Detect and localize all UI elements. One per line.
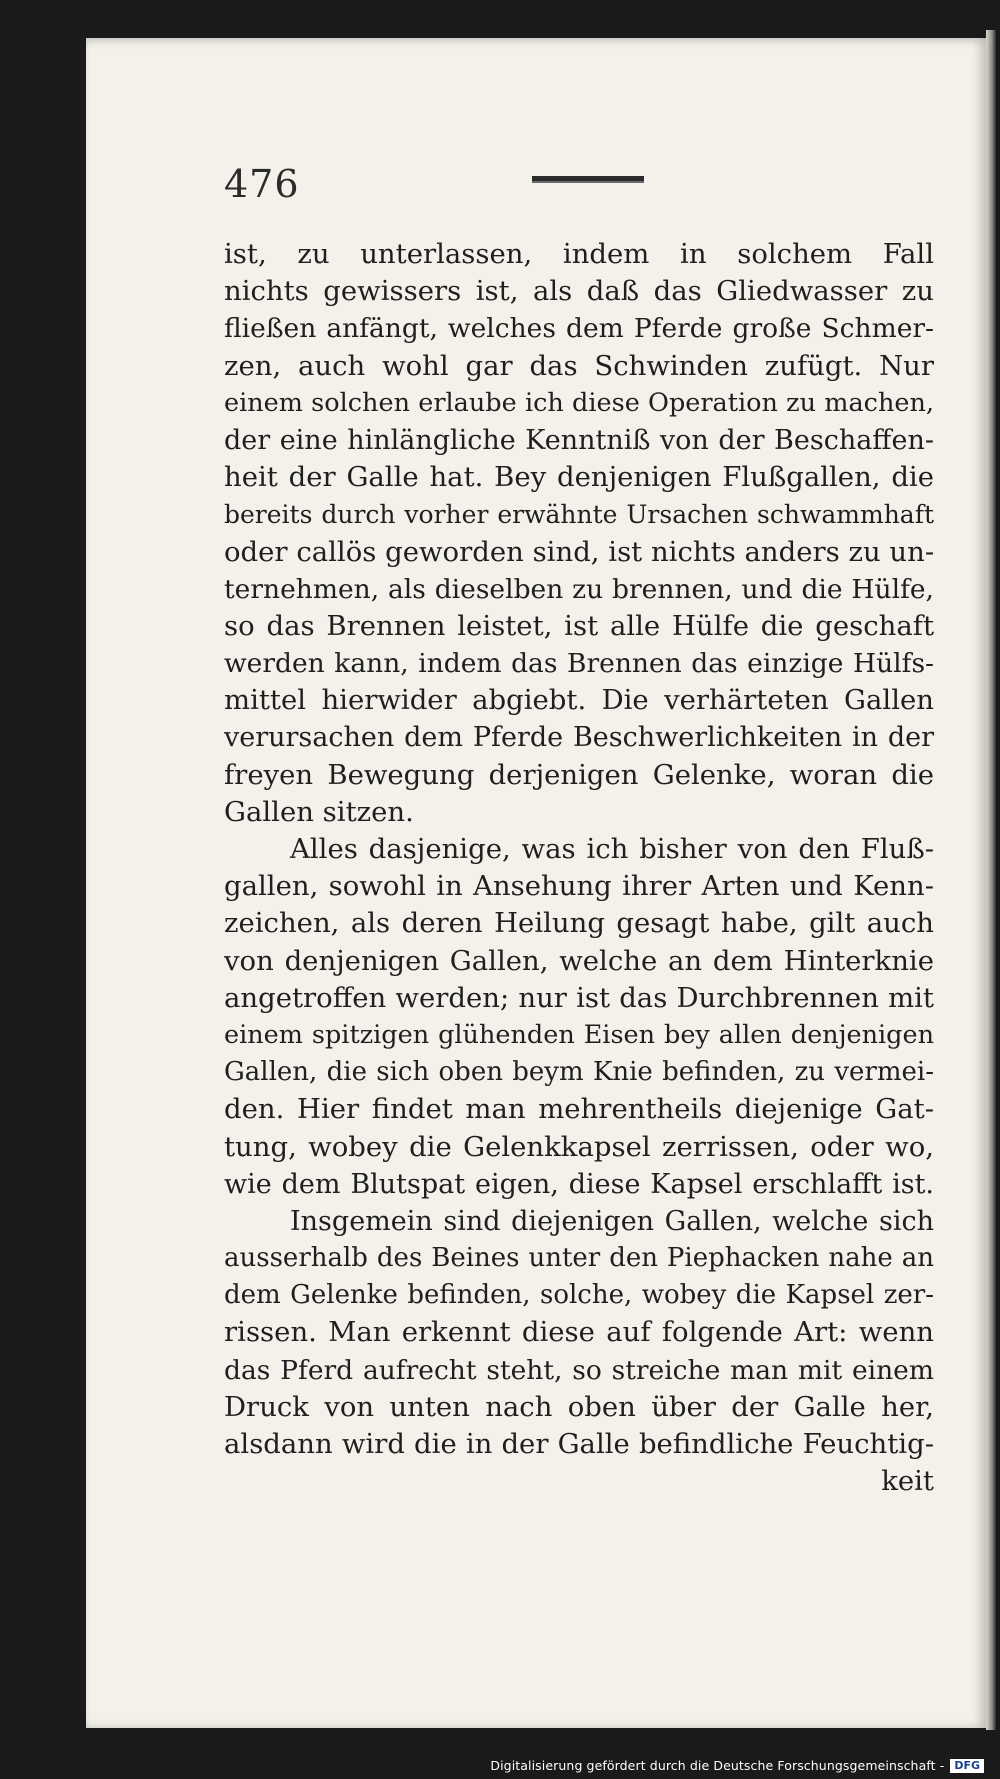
- text-line: fließen anfängt, welches dem Pferde große Schmer-: [224, 313, 934, 345]
- text-line: mittel hierwider abgiebt. Die verhärteten Gallen: [224, 684, 934, 717]
- text-line: rissen. Man erkennt diese auf folgende Art: wenn: [224, 1316, 934, 1349]
- page-text: [224, 236, 934, 1500]
- text-line: so das Brennen leistet, ist alle Hülfe die geschaft: [224, 609, 934, 642]
- page-edge: [986, 30, 996, 1730]
- text-line: Druck von unten nach oben über der Galle her,: [224, 1390, 934, 1423]
- text-line: Gallen sitzen.: [224, 795, 414, 828]
- text-line: ausserhalb des Beines unter den Piephacken nahe an: [224, 1243, 934, 1274]
- text-line: Alles dasjenige, was ich bisher von den Fluß-: [290, 833, 934, 865]
- text-line: gallen, sowohl in Ansehung ihrer Arten und Kenn-: [224, 870, 934, 903]
- text-line: das Pferd aufrecht steht, so streiche man mit einem: [224, 1354, 934, 1386]
- text-line: den. Hier findet man mehrentheils diejenige Gat-: [224, 1093, 934, 1126]
- text-line: von denjenigen Gallen, welche an dem Hinterknie: [224, 944, 934, 977]
- text-line: Gallen, die sich oben beym Knie befinden, zu vermei-: [224, 1057, 934, 1088]
- text-line: Insgemein sind diejenigen Gallen, welche sich: [290, 1205, 934, 1237]
- text-line: wie dem Blutspat eigen, diese Kapsel erschlafft ist.: [224, 1168, 934, 1200]
- footer-credit: Digitalisierung gefördert durch die Deutsche Forschungsgemeinschaft -: [490, 1758, 945, 1773]
- text-line: einem solchen erlaube ich diese Operation zu machen,: [224, 387, 934, 418]
- text-line: verursachen dem Pferde Beschwerlichkeiten in der: [224, 722, 934, 754]
- page-number: 476: [224, 162, 300, 206]
- text-line: heit der Galle hat. Bey denjenigen Flußgallen, die: [224, 461, 934, 494]
- text-line: tung, wobey die Gelenkkapsel zerrissen, oder wo,: [224, 1130, 934, 1163]
- header-rule: [532, 176, 644, 183]
- text-line: bereits durch vorher erwähnte Ursachen schwammhaft: [224, 500, 934, 530]
- text-line: ist, zu unterlassen, indem in solchem Fall: [224, 238, 934, 270]
- text-line: der eine hinlängliche Kenntniß von der Beschaffen-: [224, 424, 934, 456]
- text-line: zeichen, als deren Heilung gesagt habe, gilt auch: [224, 907, 934, 940]
- digitization-footer: [490, 1758, 984, 1773]
- text-line: einem spitzigen glühenden Eisen bey allen denjenigen: [224, 1019, 934, 1050]
- text-line: ternehmen, als dieselben zu brennen, und die Hülfe,: [224, 573, 934, 605]
- text-line: werden kann, indem das Brennen das einzige Hülfs-: [224, 648, 934, 680]
- text-line: angetroffen werden; nur ist das Durchbrennen mit: [224, 981, 934, 1014]
- dfg-logo: DFG: [950, 1759, 984, 1773]
- text-line: alsdann wird die in der Galle befindliche Feuchtig-: [224, 1428, 934, 1460]
- text-line: nichts gewissers ist, als daß das Gliedwasser zu: [224, 275, 934, 308]
- catchword: keit: [881, 1465, 934, 1498]
- text-line: oder callös geworden sind, ist nichts anders zu un-: [224, 535, 934, 568]
- text-line: freyen Bewegung derjenigen Gelenke, woran die: [224, 758, 934, 791]
- text-line: zen, auch wohl gar das Schwinden zufügt. Nur: [224, 349, 934, 382]
- text-line: dem Gelenke befinden, solche, wobey die Kapsel zer-: [224, 1280, 934, 1311]
